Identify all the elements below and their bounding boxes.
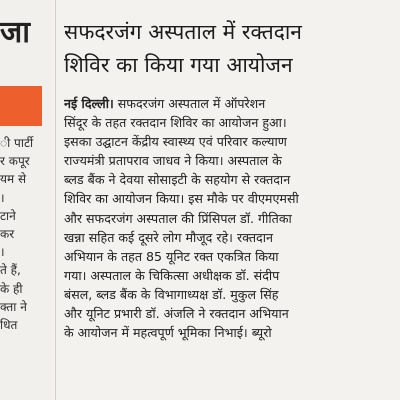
adjacent-article-column bbox=[0, 0, 52, 400]
adjacent-text-line: क्ता ने bbox=[0, 299, 27, 314]
body-line: ब्लड बैंक ने देवया सोसाइटी के सहयोग से रक्तदान bbox=[64, 172, 291, 188]
adjacent-text-line: ी पार्टी bbox=[0, 136, 34, 150]
body-line: राज्यमंत्री प्रतापराव जाधव ने किया। अस्पताल के bbox=[64, 153, 282, 169]
adjacent-text-lines bbox=[0, 134, 52, 334]
article-headline bbox=[64, 16, 394, 82]
body-line: और सफदरजंग अस्पताल की प्रिंसिपल डॉ. गीतिका bbox=[64, 210, 292, 226]
adjacent-text-line: कर bbox=[0, 226, 15, 241]
body-line: के आयोजन में महत्वपूर्ण भूमिका निभाई। ब्यूरो bbox=[64, 325, 272, 341]
article-body bbox=[64, 94, 394, 342]
adjacent-text-line: । bbox=[0, 190, 5, 205]
body-line: बंसल, ब्लड बैंक के विभागाध्यक्ष डॉ. मुकुल सिंह bbox=[64, 286, 279, 302]
adjacent-text-line: यम से bbox=[0, 172, 27, 187]
body-line: गया। अस्पताल के चिकित्सा अधीक्षक डॉ. संदीप bbox=[64, 267, 280, 283]
adjacent-text-line: धित bbox=[0, 317, 18, 332]
body-line: सिंदूर के तहत रक्तदान शिविर का आयोजन हुआ। bbox=[64, 115, 287, 131]
body-line: शिविर का आयोजन किया। इस मौके पर वीएमएमसी bbox=[64, 191, 299, 207]
body-text: सफदरजंग अस्पताल में ऑपरेशन bbox=[113, 96, 266, 111]
adjacent-headline-fragment: जा bbox=[0, 15, 31, 50]
adjacent-text-line: र कपूर bbox=[0, 154, 30, 169]
column-divider bbox=[55, 0, 56, 400]
body-line bbox=[64, 94, 394, 113]
body-line: और यूनिट प्रभारी डॉ. अंजलि ने रक्तदान अभियान bbox=[64, 306, 289, 322]
adjacent-text-line: । bbox=[0, 245, 5, 260]
adjacent-accent-bar bbox=[0, 86, 42, 126]
adjacent-text-line: टाने bbox=[0, 208, 16, 223]
dateline: नई दिल्ली। bbox=[64, 96, 114, 111]
adjacent-text-line: के ही bbox=[0, 281, 23, 296]
adjacent-text-line: ते हैं, bbox=[0, 263, 21, 278]
news-article bbox=[64, 16, 394, 400]
body-line: इसका उद्घाटन केंद्रीय स्वास्थ्य एवं परिवार कल्याण bbox=[64, 134, 287, 150]
body-line: अभियान के तहत 85 यूनिट रक्त एकत्रित किया bbox=[64, 248, 279, 264]
headline-line: शिविर का किया गया आयोजन bbox=[64, 53, 293, 77]
body-line: खन्ना सहित कई दूसरे लोग मौजूद रहे। रक्तदान bbox=[64, 229, 273, 245]
headline-line: सफदरजंग अस्पताल में रक्तदान bbox=[64, 20, 302, 44]
